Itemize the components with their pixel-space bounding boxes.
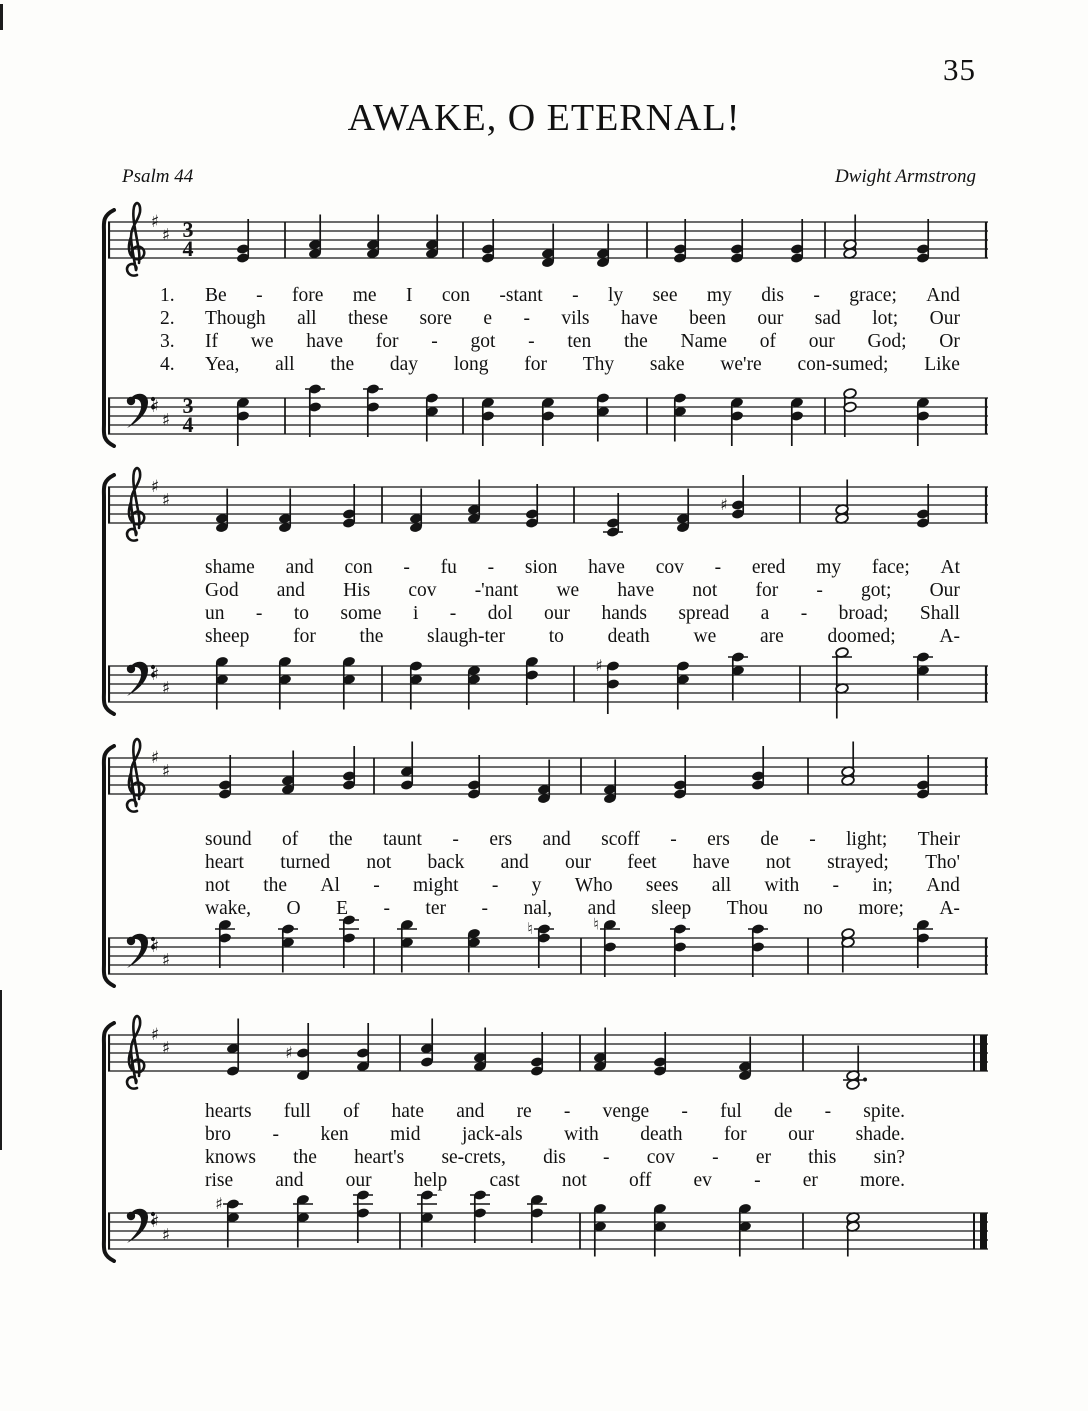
lyrics-system-4 xyxy=(160,1100,960,1192)
lyric-text: Be - fore me I con -stant - ly see my dis - grace; And xyxy=(205,285,960,306)
lyric-text: rise and our help cast not off ev - er more. xyxy=(205,1170,905,1191)
svg-text:♯: ♯ xyxy=(161,950,171,971)
verse-number xyxy=(160,1100,205,1123)
bass-staff xyxy=(108,636,988,736)
svg-text:♯: ♯ xyxy=(150,665,160,685)
verse-number xyxy=(160,1146,205,1169)
svg-text:♯: ♯ xyxy=(215,1194,223,1213)
svg-text:♯: ♯ xyxy=(150,937,160,957)
lyric-line xyxy=(160,556,960,579)
lyric-text: sound of the taunt - ers and scoff - ers de - light; Their xyxy=(205,829,960,850)
lyric-text: un - to some i - dol our hands spread a - broad; Shall xyxy=(205,603,960,624)
svg-text:♯: ♯ xyxy=(150,477,160,497)
verse-number xyxy=(160,851,205,874)
scan-artifact xyxy=(0,4,3,30)
page-title: AWAKE, O ETERNAL! xyxy=(347,97,741,139)
attribution-row xyxy=(122,166,976,188)
svg-text:♯: ♯ xyxy=(161,225,171,246)
lyric-line xyxy=(160,1123,960,1146)
treble-staff xyxy=(108,728,988,828)
lyric-line xyxy=(160,579,960,602)
svg-text:♯: ♯ xyxy=(150,397,160,417)
lyric-line xyxy=(160,330,960,353)
lyrics-system-1 xyxy=(160,284,960,376)
svg-text:3: 3 xyxy=(182,217,194,242)
scripture-reference: Psalm 44 xyxy=(122,166,194,187)
lyric-text: heart turned not back and our feet have not strayed; Tho' xyxy=(205,852,960,873)
verse-number: 2. xyxy=(160,308,175,329)
svg-text:♯: ♯ xyxy=(150,1212,160,1232)
svg-text:♯: ♯ xyxy=(161,761,171,782)
verse-number xyxy=(160,579,205,602)
svg-text:4: 4 xyxy=(182,412,194,437)
lyric-text: bro - ken mid jack-als with death for our shade. xyxy=(205,1124,905,1145)
svg-text:♮: ♮ xyxy=(527,919,533,938)
svg-text:♯: ♯ xyxy=(150,1025,160,1045)
svg-text:♯: ♯ xyxy=(150,212,160,232)
bass-staff xyxy=(108,1183,988,1283)
lyrics-system-2 xyxy=(160,556,960,648)
svg-text:♯: ♯ xyxy=(161,1225,171,1246)
bass-staff xyxy=(108,908,988,1008)
svg-text:4: 4 xyxy=(182,236,194,261)
svg-text:♯: ♯ xyxy=(161,678,171,699)
verse-number xyxy=(160,556,205,579)
svg-text:♯: ♯ xyxy=(150,748,160,768)
lyric-line xyxy=(160,828,960,851)
treble-staff xyxy=(108,192,988,292)
lyric-line xyxy=(160,851,960,874)
verse-number: 3. xyxy=(160,331,175,352)
verse-number xyxy=(160,1123,205,1146)
lyric-text: If we have for - got - ten the Name of our God; Or xyxy=(205,331,960,352)
lyric-text: hearts full of hate and re - venge - ful de - spite. xyxy=(205,1101,905,1122)
svg-text:3: 3 xyxy=(182,393,194,418)
svg-text:♯: ♯ xyxy=(161,1038,171,1059)
svg-text:♯: ♯ xyxy=(285,1043,293,1062)
treble-staff xyxy=(108,1005,988,1105)
lyric-text: knows the heart's se-crets, dis - cov - er this sin? xyxy=(205,1147,905,1168)
verse-number: 4. xyxy=(160,354,175,375)
verse-number xyxy=(160,874,205,897)
lyric-text: Though all these sore e - vils have been our sad lot; Our xyxy=(205,308,960,329)
svg-text:♯: ♯ xyxy=(595,656,603,675)
scan-artifact xyxy=(0,990,2,1150)
svg-text:♯: ♯ xyxy=(161,410,171,431)
page-number: 35 xyxy=(943,52,976,87)
lyric-text: sheep for the slaugh-ter to death we are doomed; A- xyxy=(205,626,960,647)
lyric-text: shame and con - fu - sion have cov - ered my face; At xyxy=(205,557,960,578)
lyric-line xyxy=(160,307,960,330)
treble-staff xyxy=(108,457,988,557)
lyric-line xyxy=(160,602,960,625)
lyric-text: wake, O E - ter - nal, and sleep Thou no more; A- xyxy=(205,898,960,919)
lyric-text: not the Al - might - y Who sees all with - in; And xyxy=(205,875,960,896)
lyric-text: Yea, all the day long for Thy sake we're con-sumed; Like xyxy=(205,354,960,375)
lyric-line xyxy=(160,1146,960,1169)
verse-number xyxy=(160,828,205,851)
composer-name: Dwight Armstrong xyxy=(835,166,976,187)
lyric-line xyxy=(160,284,960,307)
svg-text:♯: ♯ xyxy=(161,490,171,511)
lyric-line xyxy=(160,874,960,897)
lyric-line xyxy=(160,1100,960,1123)
lyric-text: God and His cov -'nant we have not for - got; Our xyxy=(205,580,960,601)
verse-number: 1. xyxy=(160,285,175,306)
verse-number xyxy=(160,602,205,625)
lyrics-system-3 xyxy=(160,828,960,920)
svg-text:♯: ♯ xyxy=(720,495,728,514)
svg-text:♮: ♮ xyxy=(593,914,599,934)
bass-staff xyxy=(108,368,988,468)
